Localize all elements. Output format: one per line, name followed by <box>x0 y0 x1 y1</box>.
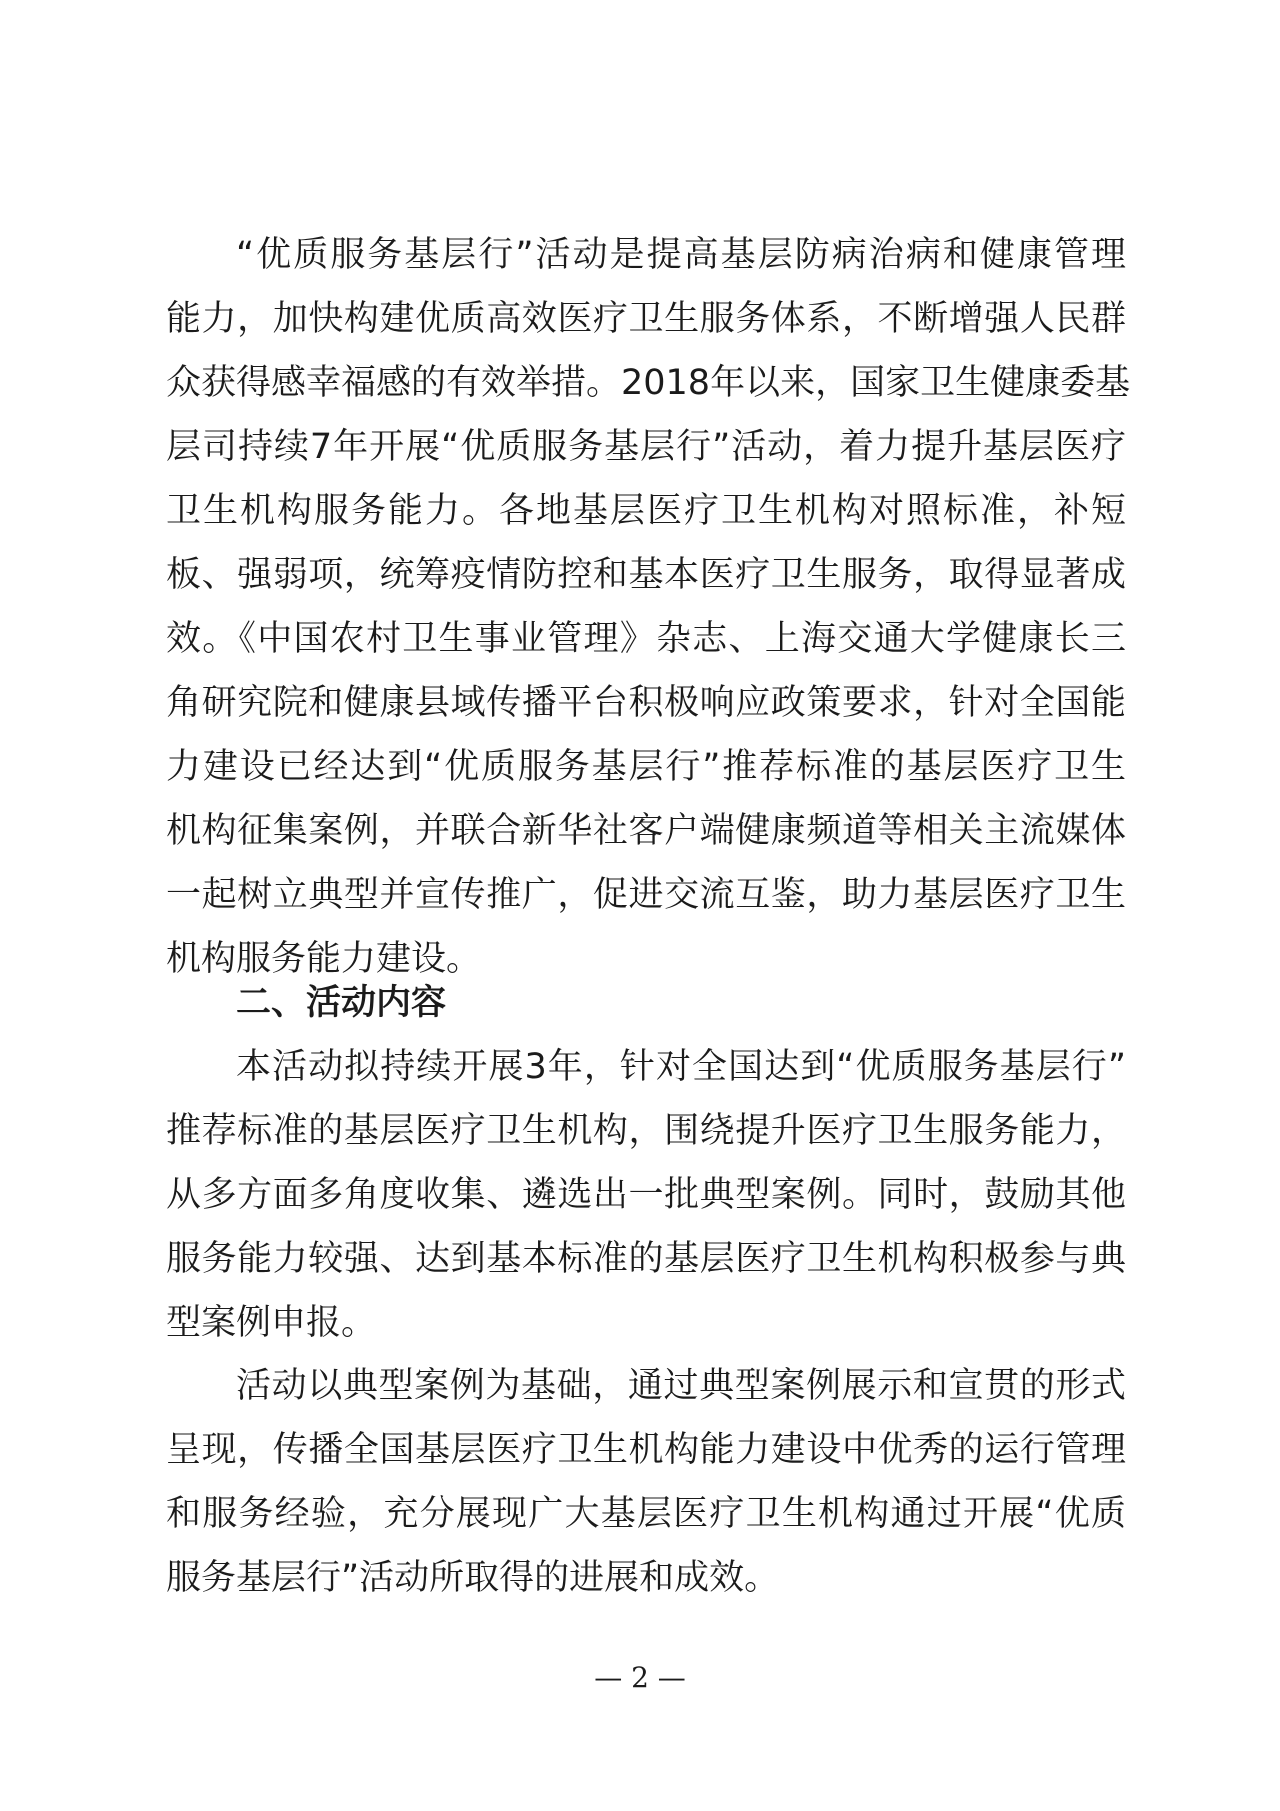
paragraph-1-line-2: 能力，加快构建优质高效医疗卫生服务体系，不断增强人民群 <box>166 299 1126 339</box>
paragraph-2-line-4: 服务能力较强、达到基本标准的基层医疗卫生机构积极参与典 <box>166 1239 1126 1279</box>
paragraph-2-line-3: 从多方面多角度收集、遴选出一批典型案例。同时，鼓励其他 <box>166 1175 1126 1215</box>
paragraph-1-line-9: 力建设已经达到“优质服务基层行”推荐标准的基层医疗卫生 <box>166 747 1126 787</box>
paragraph-3-line-1: 活动以典型案例为基础，通过典型案例展示和宣贯的形式 <box>236 1366 1126 1406</box>
paragraph-1-line-8: 角研究院和健康县域传播平台积极响应政策要求，针对全国能 <box>166 683 1126 723</box>
paragraph-1-line-11: 一起树立典型并宣传推广，促进交流互鉴，助力基层医疗卫生 <box>166 875 1126 915</box>
paragraph-1-line-4: 层司持续7年开展“优质服务基层行”活动，着力提升基层医疗 <box>166 427 1126 467</box>
paragraph-1-line-1: “优质服务基层行”活动是提高基层防病治病和健康管理 <box>236 235 1126 275</box>
paragraph-3-line-4: 服务基层行”活动所取得的进展和成效。 <box>166 1558 780 1598</box>
paragraph-2-line-2: 推荐标准的基层医疗卫生机构，围绕提升医疗卫生服务能力， <box>166 1111 1126 1151</box>
paragraph-3-line-2: 呈现，传播全国基层医疗卫生机构能力建设中优秀的运行管理 <box>166 1430 1126 1470</box>
section-heading: 二、活动内容 <box>236 983 447 1023</box>
page-number: — 2 — <box>594 1661 686 1694</box>
paragraph-2-line-5: 型案例申报。 <box>166 1303 377 1343</box>
paragraph-2-line-1: 本活动拟持续开展3年，针对全国达到“优质服务基层行” <box>236 1047 1126 1087</box>
paragraph-1-line-3: 众获得感幸福感的有效举措。2018年以来，国家卫生健康委基 <box>166 363 1131 403</box>
paragraph-1-line-7: 效。《中国农村卫生事业管理》杂志、上海交通大学健康长三 <box>166 619 1126 659</box>
paragraph-1-line-10: 机构征集案例，并联合新华社客户端健康频道等相关主流媒体 <box>166 811 1126 851</box>
paragraph-1-line-5: 卫生机构服务能力。各地基层医疗卫生机构对照标准，补短 <box>166 491 1126 531</box>
paragraph-1-line-6: 板、强弱项，统筹疫情防控和基本医疗卫生服务，取得显著成 <box>166 555 1126 595</box>
paragraph-3-line-3: 和服务经验，充分展现广大基层医疗卫生机构通过开展“优质 <box>166 1494 1126 1534</box>
paragraph-1-line-12: 机构服务能力建设。 <box>166 939 482 979</box>
